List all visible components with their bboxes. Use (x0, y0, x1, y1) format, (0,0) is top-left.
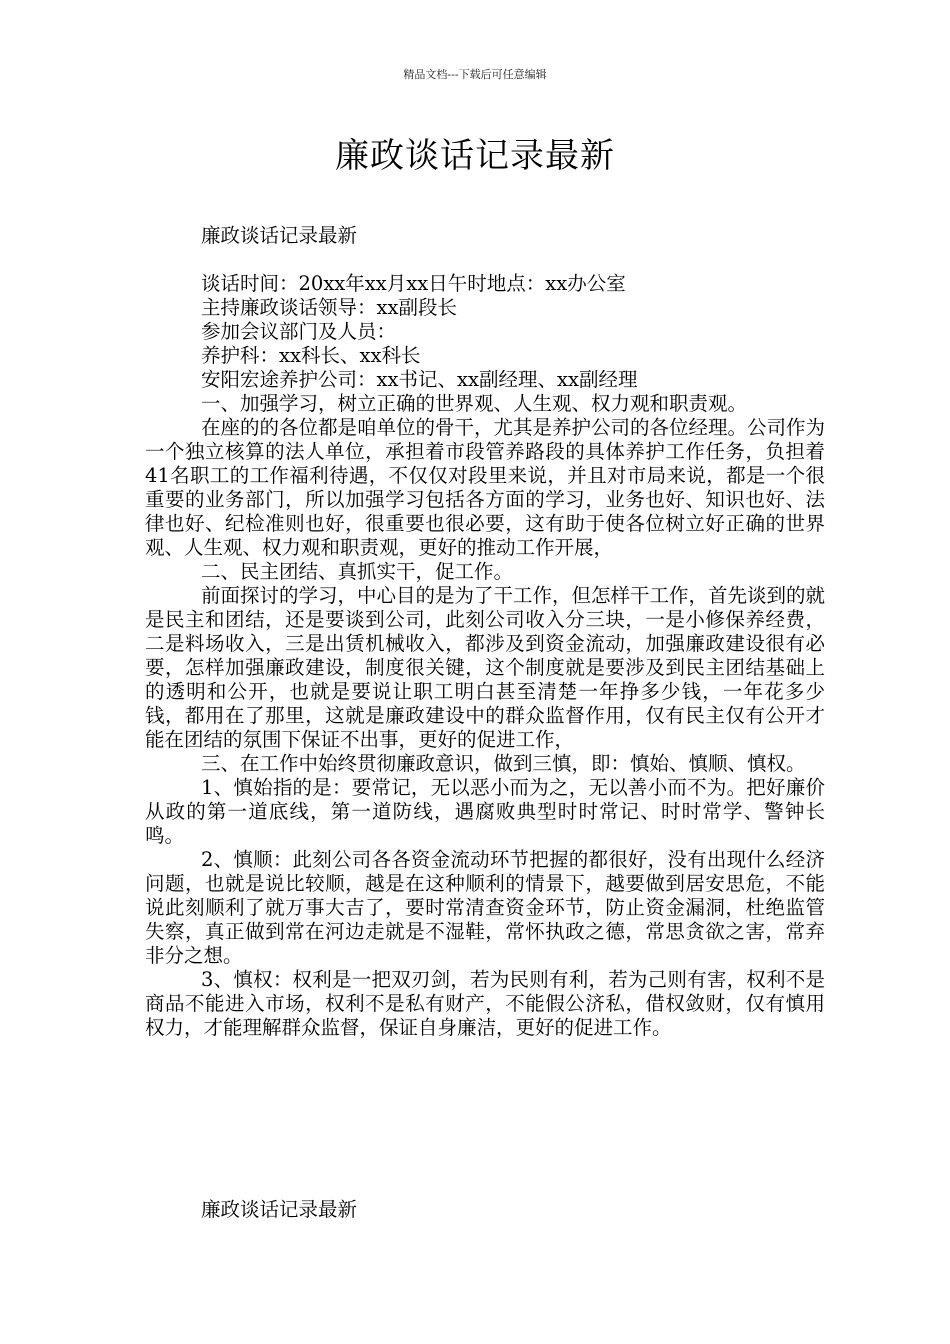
meta-maintenance-dept: 养护科：xx科长、xx科长 (201, 344, 421, 367)
document-body (145, 224, 825, 1040)
paragraph-2: 前面探讨的学习，中心目的是为了干工作，但怎样干工作，首先谈到的就是民主和团结，还是要谈到公司，此刻公司收入分三块，一是小修保养经费，二是料场收入，三是出赁机械收入，都涉及到资金流动，加强廉政建设很有必要，怎样加强廉政建设，制度很关键，这个制度就是要涉及到民主团结基础上的透明和公开，也就是要说让职工明白甚至清楚一年挣多少钱，一年花多少钱，都用在了那里，这就是廉政建设中的群众监督作用，仅有民主仅有公开才能在团结的氛围下保证不出事，更好的促进工作， (145, 584, 826, 751)
section-heading-1: 一、加强学习，树立正确的世界观、人生观、权力观和职责观。 (201, 392, 748, 415)
footer-title: 廉政谈话记录最新 (201, 1198, 358, 1221)
meta-participants-label: 参加会议部门及人员： (201, 320, 397, 343)
meta-host: 主持廉政谈话领导：xx副段长 (201, 296, 457, 319)
meta-time-location: 谈话时间：20xx年xx月xx日午时地点：xx办公室 (201, 272, 626, 295)
paragraph-1: 在座的的各位都是咱单位的骨干，尤其是养护公司的各位经理。公司作为一个独立核算的法人单位，承担着市段管养路段的具体养护工作任务，负担着41名职工的工作福利待遇，不仅仅对段里来说，并且对市局来说，都是一个很重要的业务部门，所以加强学习包括各方面的学习，业务也好、知识也好、法律也好、纪检准则也好，很重要也很必要，这有助于使各位树立好正确的世界观、人生观、权力观和职责观，更好的推动工作开展， (145, 416, 826, 559)
document-title: 廉政谈话记录最新 (335, 136, 615, 176)
section-heading-2: 二、民主团结、真抓实干，促工作。 (201, 560, 514, 583)
paragraph-shen-shi: 1、慎始指的是：要常记，无以恶小而为之，无以善小而不为。把好廉价从政的第一道底线，第一道防线，遇腐败典型时时常记、时时常学、警钟长鸣。 (145, 776, 825, 847)
document-subtitle: 廉政谈话记录最新 (201, 224, 358, 247)
section-heading-3: 三、在工作中始终贯彻廉政意识，做到三慎，即：慎始、慎顺、慎权。 (201, 752, 806, 775)
meta-company: 安阳宏途养护公司：xx书记、xx副经理、xx副经理 (201, 368, 638, 391)
paragraph-shen-quan: 3、慎权：权利是一把双刃剑，若为民则有利，若为己则有害，权利不是商品不能进入市场，权利不是私有财产，不能假公济私，借权敛财，仅有慎用权力，才能理解群众监督，保证自身廉洁，更好的促进工作。 (145, 968, 825, 1039)
page-header: 精品文档---下载后可任意编辑 (403, 68, 547, 81)
paragraph-shen-shun: 2、慎顺：此刻公司各各资金流动环节把握的都很好，没有出现什么经济问题，也就是说比较顺，越是在这种顺利的情景下，越要做到居安思危，不能说此刻顺利了就万事大吉了，要时常清查资金环节，防止资金漏洞，杜绝监管失察，真正做到常在河边走就是不湿鞋，常怀执政之德，常思贪欲之害，常弃非分之想。 (145, 848, 825, 967)
